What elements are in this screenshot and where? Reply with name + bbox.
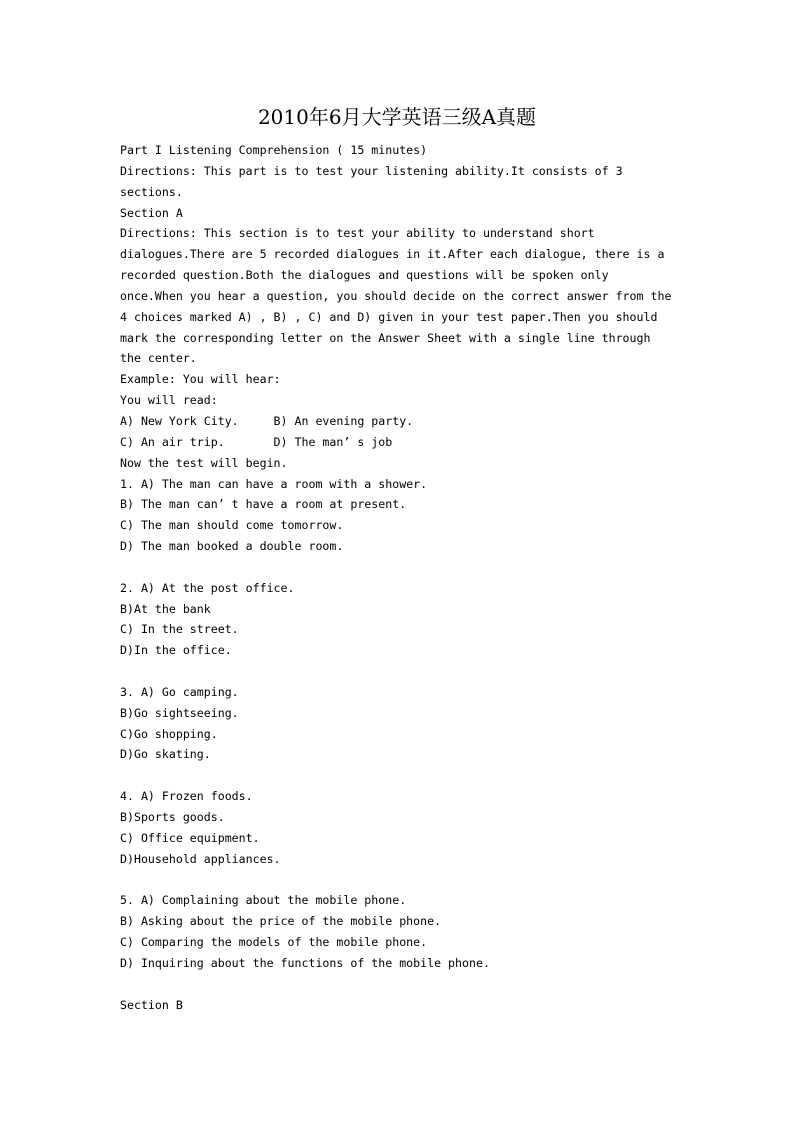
text-line: D) The man booked a double room.	[120, 539, 344, 554]
text-line: 2. A) At the post office.	[120, 580, 295, 595]
text-line: 4 choices marked A) , B) , C) and D) given in your test paper.Then you should	[120, 309, 658, 324]
text-line: D)In the office.	[120, 643, 232, 658]
text-line: B)Sports goods.	[120, 810, 225, 824]
text-line: C) An air trip. D) The man’ s job	[120, 434, 393, 449]
text-line: Section A	[120, 205, 183, 220]
text-line: mark the corresponding letter on the Answer Sheet with a single line through	[120, 330, 651, 345]
text-line: C) Comparing the models of the mobile phone.	[120, 935, 428, 950]
document-title: 2010年6月大学英语三级A真题	[257, 105, 537, 129]
text-line: B) The man can’ t have a room at present.	[120, 497, 407, 512]
blank-line	[120, 765, 700, 786]
text-line: dialogues.There are 5 recorded dialogues in it.After each dialogue, there is a	[120, 247, 665, 262]
text-line: C) Office equipment.	[120, 830, 260, 845]
text-line: D) Inquiring about the functions of the mobile phone.	[120, 955, 490, 970]
text-line: 5. A) Complaining about the mobile phone.	[120, 893, 407, 908]
text-line: A) New York City. B) An evening party.	[120, 413, 414, 428]
blank-line	[120, 974, 700, 995]
text-line: B)At the bank	[120, 601, 211, 616]
text-line: Section B	[120, 997, 183, 1012]
text-line: recorded question.Both the dialogues and questions will be spoken only	[120, 268, 609, 283]
text-line: 4. A) Frozen foods.	[120, 789, 253, 804]
text-line: sections.	[120, 184, 183, 199]
text-line: the center.	[120, 351, 197, 366]
text-line: Directions: This part is to test your listening ability.It consists of 3	[120, 163, 623, 178]
blank-line	[120, 661, 700, 682]
text-line: 3. A) Go camping.	[120, 684, 239, 699]
text-line: Example: You will hear:	[120, 372, 281, 387]
text-line: D)Go skating.	[120, 747, 211, 762]
text-line: B)Go sightseeing.	[120, 705, 239, 720]
text-line: C) The man should come tomorrow.	[120, 518, 344, 533]
document-body	[120, 140, 700, 1015]
text-line: You will read:	[120, 393, 218, 408]
blank-line	[120, 870, 700, 891]
text-line: 1. A) The man can have a room with a shower.	[120, 476, 428, 491]
text-line: C) In the street.	[120, 622, 239, 637]
blank-line	[120, 557, 700, 578]
text-line: Part I Listening Comprehension ( 15 minutes)	[120, 143, 428, 157]
text-line: once.When you hear a question, you should decide on the correct answer from the	[120, 288, 672, 303]
text-line: Now the test will begin.	[120, 455, 288, 470]
text-line: D)Household appliances.	[120, 851, 281, 866]
text-line: Directions: This section is to test your ability to understand short	[120, 226, 595, 241]
text-line: C)Go shopping.	[120, 726, 218, 741]
text-line: B) Asking about the price of the mobile phone.	[120, 914, 442, 929]
